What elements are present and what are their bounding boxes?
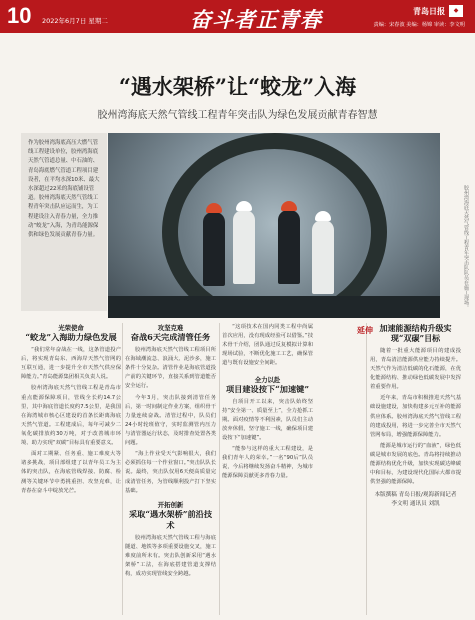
worker-figure — [312, 220, 334, 294]
section-1-paragraph: 面对工期紧、任务重、施工难度大等诸多挑战，项目部组建了以青年员工为主体的突击队，在海底管线焊接、防腐、检测等关键环节中勇挑重担、攻坚克难，让青春在奋斗中绽放光芒。 — [21, 451, 121, 494]
section-2 — [125, 323, 216, 581]
section-1-paragraph: “我们常年奋战在一线，这条管道投产后，将实现青岛东、西海岸天然气管网的互联互通，进一步提升全市天然气供应保障能力。”青岛能源集团相关负责人说。 — [21, 347, 121, 381]
main-headline: “遇水架桥”让“蛟龙”入海 — [118, 74, 357, 99]
section-5-title: 加速能源结构升级实现“双碳”目标 — [379, 323, 452, 344]
section-5 — [370, 323, 461, 508]
section-2-paragraph: “海上作业受天气影响很大，我们必须抓住每一个作业窗口。”突击队队长说。最终，突击队仅用6天便高质量完成清管任务，为管线顺利投产打下坚实基础。 — [125, 451, 216, 494]
section-4-title: 项目建设按下“加速键” — [225, 383, 310, 394]
feature-photo — [108, 133, 440, 318]
section-3-paragraph: 胶州湾海底天然气管线工程与海底隧道、地铁等多项重要设施交叉，施工难度前所未有。突击队创新采用“遇水架桥”工法，在海底搭建管道支撑结构，成功实现管线安全跨越。 — [125, 534, 216, 578]
section-4-paragraph: 自项目开工以来，突击队始终坚持“安全第一、质量至上”，全力抢抓工期。面对疫情等不利因素，队员们主动放弃休假，坚守施工一线，确保项目建设按下“加速键”。 — [222, 398, 313, 441]
page-number: 10 — [7, 3, 32, 28]
section-3-title: 采取“遇水架桥”前沿技术 — [128, 508, 213, 530]
section-5-paragraph: 近年来，青岛市积极推进天然气基础设施建设，加快构建多元互补的能源供应体系。胶州湾海底天然气管线工程的建成投用，将进一步完善全市天然气管网布局，增强能源保障能力。 — [370, 395, 461, 438]
section-2-kicker: 攻坚克难 — [157, 324, 184, 332]
intro-box: 作为胶州湾海底高压大燃气管线工程建设单位，胶州湾海底天然气管道总量、中石油的、青岛海底燃气管道工程项目建设者，在平均水深10米、最大水深超过22米的海底铺设管道。胶州湾海底天然气管线工程青年突击队应运而生，为工程建设注入青春力量，全力推动“蛟龙”入海，为青岛能源保供和绿色发展贡献青春力量。 — [21, 133, 107, 311]
issue-date: 2022年6月7日 星期二 — [42, 17, 108, 25]
extension-label: 延伸 — [357, 325, 373, 335]
column-divider — [219, 323, 220, 615]
section-5-paragraph: 随着一批重大能源项目的建成投用，青岛清洁能源供应能力持续提升。天然气作为清洁低碳的化石能源，在优化能源结构、推动绿色低碳发展中发挥着重要作用。 — [370, 347, 461, 391]
worker-figure — [233, 210, 255, 284]
worker-figure — [278, 210, 300, 284]
section-1-title: “蛟龙”入海助力绿色发展 — [25, 332, 117, 342]
section-4-kicker: 全力以赴 — [254, 375, 281, 384]
section-1-kicker: 光荣使命 — [58, 324, 84, 332]
section-3-continued — [222, 323, 313, 484]
section-1 — [21, 323, 121, 498]
column-divider — [366, 323, 367, 615]
page-header — [0, 0, 475, 33]
brand-logo-icon: ◆ — [449, 5, 463, 17]
photo-caption: 胶州湾海底天然气管线工程青年突击队队员在施工现场。 — [463, 185, 469, 310]
worker-figure — [203, 212, 225, 286]
section-3-paragraph: “这项技术在国内同类工程中尚属首次应用，没有现成经验可以借鉴。”技术骨干介绍，团队通过反复模拟计算和现场试验，不断优化施工工艺，确保管道与既有设施安全间距。 — [222, 324, 313, 367]
section-1-paragraph: 胶州湾海底天然气管线工程是青岛市重点能源保障项目，管线全长约14.7公里，其中海底管道长度约7.5公里，是我国在海湾城市核心区建设的首条长距离海底天然气管道。工程建成后，每年可减少二氧化碳排放约30万吨，对于改善城市环境、助力实现“双碳”目标具有重要意义。 — [21, 385, 121, 447]
pipe-shape — [162, 133, 387, 318]
column-title: 奋斗者正青春 — [190, 7, 322, 32]
foreground-slab — [108, 296, 440, 318]
section-4-paragraph: “能参与这样的重大工程建设，是我们青年人的荣幸。”一名“90后”队员说，今后将继续发扬奋斗精神，为城市能源保障贡献更多青春力量。 — [222, 446, 313, 480]
byline-credit: 本版撰稿 青岛日报/观海新闻记者 李文明 通讯员 刘凯 — [374, 492, 457, 507]
section-2-paragraph: 今年3月，突击队接到清管任务后，第一时间制定作业方案，组织骨干力量连续奋战。清管过程中，队员们24小时轮班值守，实时监测管内压力与清管器运行状态，及时排查处置各类问题。 — [125, 394, 216, 447]
sub-headline: 胶州湾海底天然气管线工程青年突击队为绿色发展贡献青春智慧 — [97, 110, 378, 121]
section-3-kicker: 开拓创新 — [157, 500, 184, 509]
section-5-paragraph: 能源是城市运行的“血液”，绿色低碳是城市发展的底色。青岛将持续推动能源结构优化升级，加快实现碳达峰碳中和目标，为建设现代化国际大都市提供坚强的能源保障。 — [370, 442, 461, 486]
column-divider — [122, 323, 123, 615]
newspaper-brand: 青岛日报 — [413, 6, 445, 16]
section-2-title: 奋战6天完成清管任务 — [130, 332, 211, 342]
editor-credits: 责编：宋春波 美编：杨锦 审读：李文明 — [373, 22, 465, 28]
section-2-paragraph: 胶州湾海底天然气管线工程项目所在海域潮流急、浪涌大、泥沙多，施工条件十分复杂。清管作业是海底管道投产前的关键环节，直接关系到管道能否安全运行。 — [125, 347, 216, 390]
